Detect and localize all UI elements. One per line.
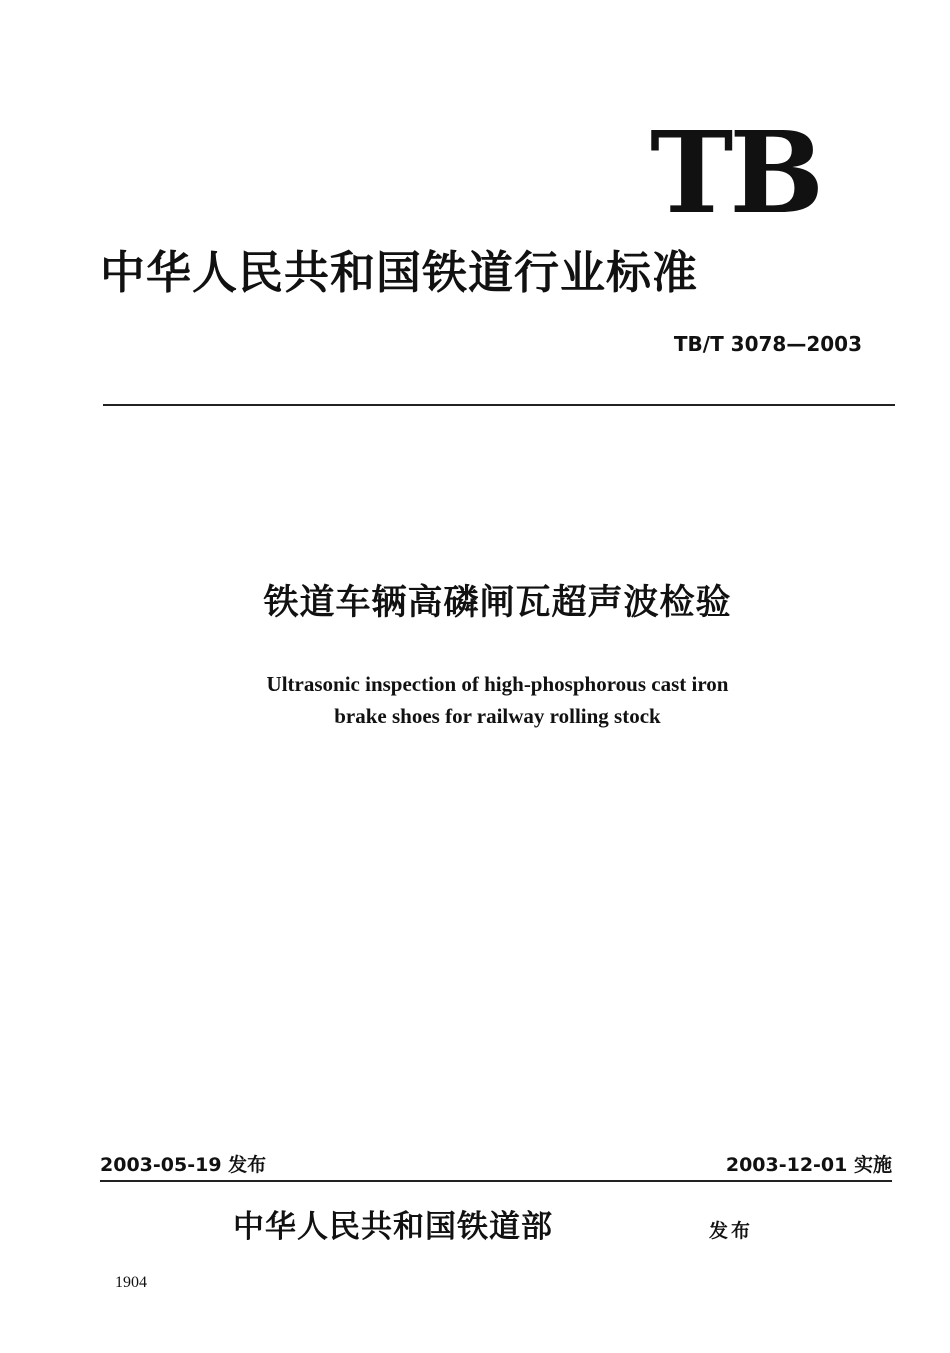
footer-divider <box>100 1180 892 1182</box>
issue-date: 2003-05-19 发布 <box>100 1154 267 1176</box>
document-title-english-line-1: Ultrasonic inspection of high-phosphorous cast iron <box>266 672 729 696</box>
document-title-english-line-2: brake shoes for railway rolling stock <box>334 704 661 728</box>
standard-number: TB/T 3078—2003 <box>673 332 862 356</box>
publisher-name: 中华人民共和国铁道部 <box>233 1209 553 1245</box>
publisher-action: 发布 <box>709 1220 754 1242</box>
page-number: 1904 <box>115 1274 147 1291</box>
header-divider <box>103 404 895 406</box>
effective-date: 2003-12-01 实施 <box>725 1154 892 1176</box>
standard-category-title: 中华人民共和国铁道行业标准 <box>100 246 699 299</box>
tb-logo: TB <box>649 108 820 239</box>
document-title-chinese: 铁道车辆高磷闸瓦超声波检验 <box>263 583 732 623</box>
document-title-english <box>0 668 950 732</box>
